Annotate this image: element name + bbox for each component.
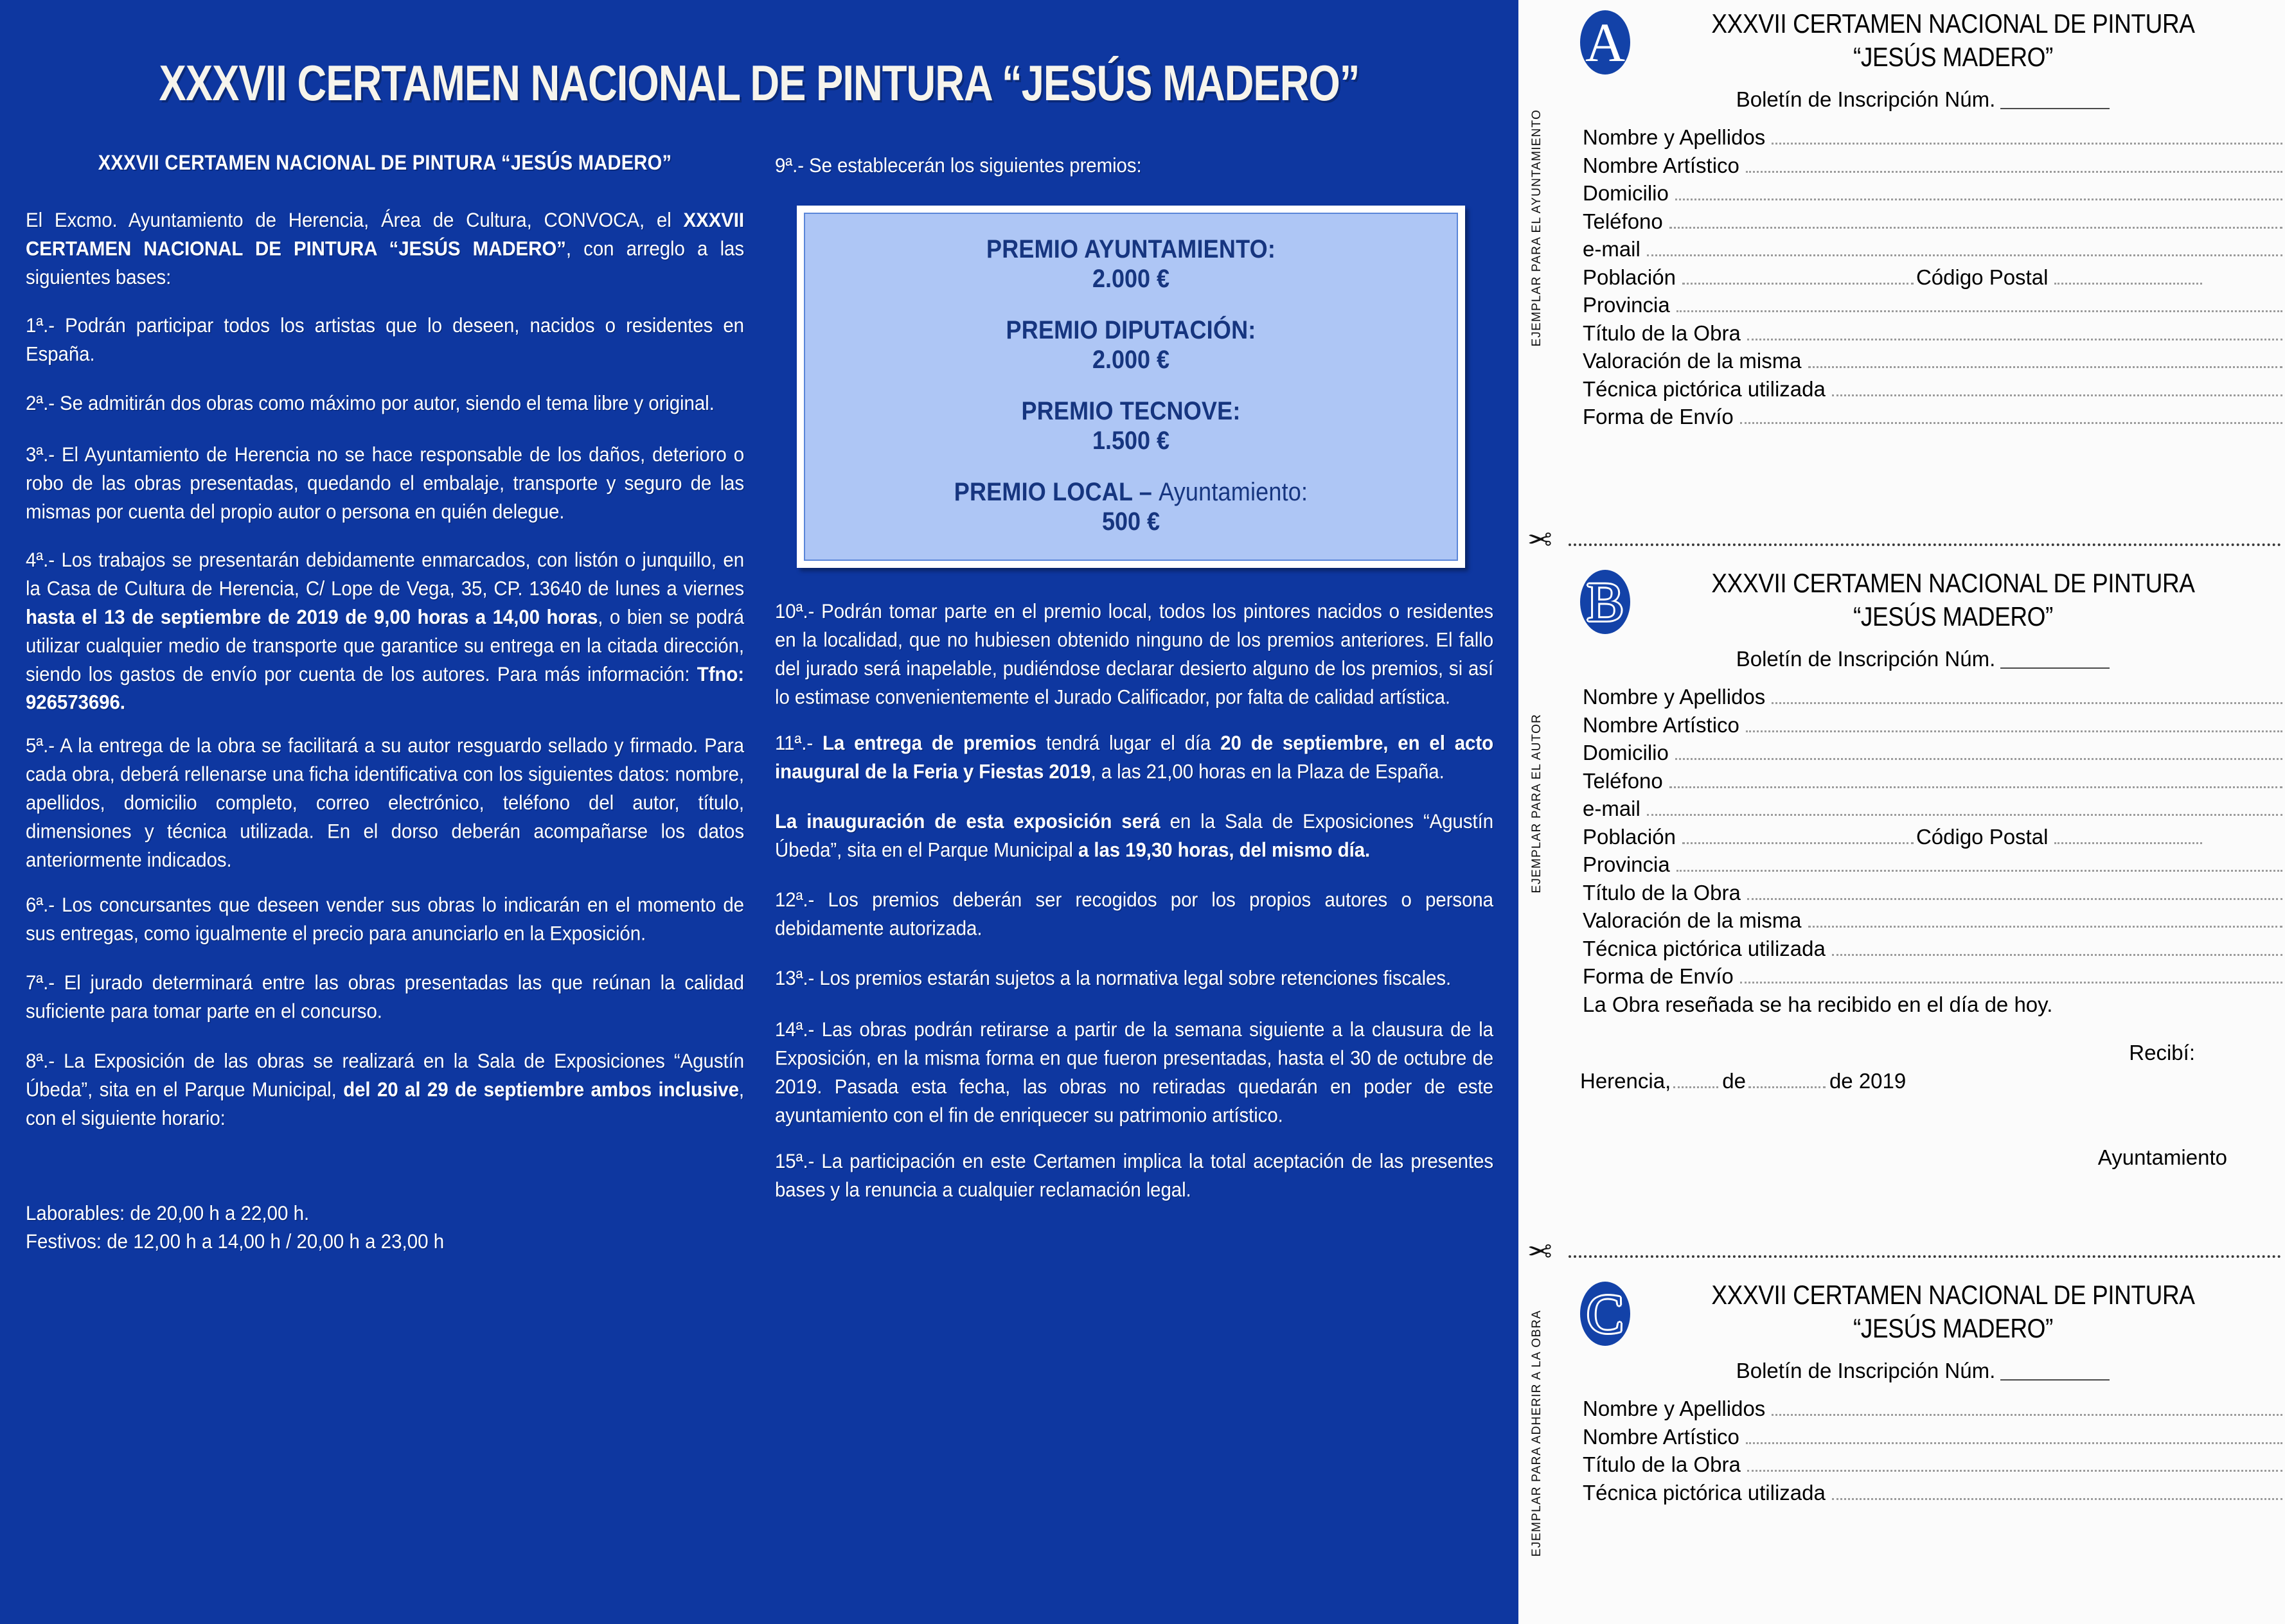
rule-11-d: 20 de septiembre, en el acto inaugural de la Feria y Fiestas 2019 [775,732,1494,783]
prize-name: PREMIO DIPUTACIÓN: [1006,315,1256,344]
field-provincia[interactable] [1583,851,2285,879]
field-input[interactable] [1676,870,2282,872]
field-label: e-mail [1583,237,1640,261]
coupon-a-badge-icon: A [1580,10,1630,75]
rule-8-b: del 20 al 29 de septiembre ambos inclusive [343,1078,739,1101]
field-forma-envio[interactable] [1583,962,2285,991]
boletin-label: Boletín de Inscripción Núm. [1736,1359,1996,1382]
coupon-title-line2: “JESÚS MADERO” [1853,1314,2053,1343]
prize-name-bold: PREMIO LOCAL – [954,477,1159,506]
coupon-a-title [1634,9,2285,72]
coupon-a-fields [1580,123,2285,431]
field-input-cp[interactable] [2054,842,2202,844]
date-month-input[interactable] [1748,1086,1826,1088]
field-label: Teléfono [1583,768,1663,793]
field-label: Nombre y Apellidos [1583,125,1766,149]
rule-3: 3ª.- El Ayuntamiento de Herencia no se hace responsable de los daños, deterioro o robo de las obras presentadas, quedando el embalaje, transporte y seguro de las mismas por cuenta del propio autor o persona en quién delegue. [26,443,744,524]
field-label: Población [1583,824,1676,849]
boletin-number-input[interactable] [2000,93,2110,109]
field-label: e-mail [1583,797,1640,821]
poster-subtitle: XXXVII CERTAMEN NACIONAL DE PINTURA “JESÚS MADERO” [98,152,672,175]
coupon-c-side-label: EJEMPLAR PARA ADHERIR A LA OBRA [1530,1310,1543,1557]
rule-4-a: 4ª.- Los trabajos se presentarán debidamente enmarcados, con listón o junquillo, en la Casa de Cultura de Herencia, C/ Lope de Vega, 35, CP. 13640 de lunes a viernes [26,549,744,600]
obra-recibida-text: La Obra reseñada se ha recibido en el día de hoy. [1583,993,2053,1017]
field-titulo-obra[interactable] [1583,319,2285,348]
rule-12: 12ª.- Los premios deberán ser recogidos por los propios autores o persona debidamente autorizada. [775,888,1493,940]
field-nombre-artistico[interactable] [1583,1423,2285,1451]
date-city: Herencia, [1580,1068,1671,1093]
recibi-label: Recibí: [2129,1040,2195,1064]
rule-4-b: hasta el 13 de septiembre de 2019 de 9,00 horas a 14,00 horas [26,605,598,628]
field-tecnica[interactable] [1583,935,2285,963]
field-email[interactable] [1583,235,2285,263]
rule-9-heading: 9ª.- Se establecerán los siguientes premios: [775,154,1142,177]
field-nombre-artistico[interactable] [1583,711,2285,739]
field-input[interactable] [1747,1470,2282,1472]
coupon-title-line1: XXXVII CERTAMEN NACIONAL DE PINTURA [1711,1280,2195,1310]
field-label: Domicilio [1583,741,1669,765]
coupon-title-line2: “JESÚS MADERO” [1853,602,2053,631]
rule-4 [26,546,744,717]
rule-2: 2ª.- Se admitirán dos obras como máximo por autor, siendo el tema libre y original. [26,392,715,415]
field-label: Técnica pictórica utilizada [1583,1480,1826,1505]
field-forma-envio[interactable] [1583,403,2285,431]
field-label: Título de la Obra [1583,880,1741,905]
field-provincia[interactable] [1583,291,2285,319]
cut-dashes [1569,543,2281,546]
field-input[interactable] [1676,310,2282,312]
date-de-2: de 2019 [1829,1068,1907,1093]
field-label: Forma de Envío [1583,964,1734,989]
cut-dashes [1569,1255,2281,1258]
rule-11-b: La entrega de premios [822,732,1037,755]
date-line[interactable] [1580,1069,2285,1094]
scissors-icon: ✂ [1527,1235,1552,1268]
exhibition-schedule [26,1199,744,1256]
coupon-c-boletin-row [1580,1359,2285,1383]
coupon-a-side-label: EJEMPLAR PARA EL AYUNTAMIENTO [1530,109,1543,347]
field-label: Domicilio [1583,181,1669,206]
field-input[interactable] [1746,730,2282,732]
field-input-poblacion[interactable] [1682,842,1914,844]
page-title: XXXVII CERTAMEN NACIONAL DE PINTURA “JESÚS MADERO” [159,55,1360,112]
rule-11-inauguration [775,808,1493,865]
coupon-c-header [1580,1271,2285,1346]
coupon-b-fields [1580,683,2285,1019]
field-label: Nombre Artístico [1583,153,1739,177]
field-label: Población [1583,265,1676,289]
rule-5: 5ª.- A la entrega de la obra se facilitará a su autor resguardo sellado y firmado. Para cada obra, deberá rellenarse una ficha identificativa con los siguientes datos: nombre, apellidos, domicilio completo, correo electrónico, teléfono del autor, título, dimensiones y técnica utilizada. En el dorso deberán acompañarse los datos anteriormente indicados. [26,734,744,871]
field-label: Título de la Obra [1583,1452,1741,1477]
coupon-b-side-label: EJEMPLAR PARA EL AUTOR [1530,714,1543,894]
field-telefono[interactable] [1583,207,2285,236]
intro-text-c: , con arreglo a las siguientes bases: [26,237,744,288]
rule-11 [775,729,1493,786]
field-valoracion[interactable] [1583,906,2285,935]
field-label: Nombre y Apellidos [1583,685,1766,709]
field-input[interactable] [1808,366,2282,368]
coupon-b [1518,560,2285,1229]
rule-8-a: 8ª.- La Exposición de las obras se realizará en la Sala de Exposiciones “Agustín Úbeda”, sita en el Parque Municipal, [26,1050,744,1101]
prize-name [818,477,1444,507]
intro-text-a: El Excmo. Ayuntamiento de Herencia, Área de Cultura, CONVOCA, el [26,209,684,232]
field-tecnica[interactable] [1583,1479,2285,1507]
rule-4-d: Tfno: 926573696. [26,662,744,714]
field-label-cp: Código Postal [1916,265,2049,289]
field-input[interactable] [1747,898,2282,900]
poster-column-right [775,152,1493,1255]
schedule-holidays: Festivos: de 12,00 h a 14,00 h / 20,00 h a 23,00 h [26,1230,445,1253]
ayuntamiento-signature-label: Ayuntamiento [2097,1145,2227,1169]
field-input-poblacion[interactable] [1682,283,1914,285]
schedule-weekdays: Laborables: de 20,00 h a 22,00 h. [26,1201,310,1224]
inauguration-a: La inauguración de esta exposición será [775,810,1160,833]
field-input[interactable] [1747,339,2282,340]
field-input[interactable] [1832,1498,2282,1500]
coupon-c [1518,1271,2285,1557]
field-label: Teléfono [1583,209,1663,233]
rule-8 [26,1047,744,1133]
field-label: Forma de Envío [1583,405,1734,429]
field-input[interactable] [1772,1414,2282,1416]
field-input[interactable] [1647,254,2282,256]
field-input[interactable] [1675,199,2282,200]
cut-line-1 [1518,523,2285,560]
field-input[interactable] [1746,171,2282,173]
field-label: Valoración de la misma [1583,349,1802,373]
field-label: Técnica pictórica utilizada [1583,936,1826,960]
prize-item-local [818,479,1444,535]
field-telefono[interactable] [1583,767,2285,795]
prize-item-tecnove [818,398,1444,454]
intro-paragraph [26,206,744,292]
field-input[interactable] [1675,758,2282,760]
field-label: Nombre y Apellidos [1583,1397,1766,1420]
prize-amount: 2.000 € [1092,263,1170,293]
coupon-b-title [1634,569,2285,629]
inauguration-c: a las 19,30 horas, del mismo día. [1078,838,1371,861]
field-nombre-apellidos[interactable] [1583,123,2285,152]
coupon-title-line1: XXXVII CERTAMEN NACIONAL DE PINTURA [1711,569,2195,598]
boletin-label: Boletín de Inscripción Núm. [1736,647,1996,671]
prize-name: PREMIO TECNOVE: [1021,396,1241,425]
field-valoracion[interactable] [1583,347,2285,375]
coupon-title-line2: “JESÚS MADERO” [1853,42,2053,72]
rule-4-c: , o bien se podrá utilizar cualquier medio de transporte que garantice su entrega en la citada dirección, siendo los gastos de envío por cuenta de los autores. Para más información: [26,605,744,685]
poster-columns [26,152,1493,1255]
rule-13: 13ª.- Los premios estarán sujetos a la normativa legal sobre retenciones fiscales. [775,966,1452,989]
field-input[interactable] [1669,786,2282,788]
registration-forms-panel [1518,0,2285,1624]
field-label: Título de la Obra [1583,321,1741,345]
prize-name-light: Ayuntamiento: [1159,477,1308,506]
prize-box [797,206,1465,568]
intro-text-b: XXXVII CERTAMEN NACIONAL DE PINTURA “JESÚS MADERO” [26,209,744,260]
field-label: Provincia [1583,852,1670,877]
field-label: Valoración de la misma [1583,908,1802,933]
field-input[interactable] [1647,814,2282,816]
date-day-input[interactable] [1673,1086,1718,1088]
field-titulo-obra[interactable] [1583,879,2285,907]
field-input[interactable] [1669,227,2282,229]
coupon-a-boletin-row [1580,87,2285,112]
coupon-a [1518,0,2285,517]
field-domicilio[interactable] [1583,739,2285,767]
cut-line-2 [1518,1235,2285,1271]
field-email[interactable] [1583,795,2285,823]
coupon-title-line1: XXXVII CERTAMEN NACIONAL DE PINTURA [1711,9,2195,39]
field-tecnica[interactable] [1583,375,2285,403]
coupon-c-fields [1580,1395,2285,1506]
field-nombre-apellidos[interactable] [1583,1395,2285,1423]
inauguration-b: en la Sala de Exposiciones “Agustín Úbeda”, sita en el Parque Municipal [775,810,1494,861]
rule-7: 7ª.- El jurado determinará entre las obras presentadas las que reúnan la calidad suficiente para tomar parte en el concurso. [26,971,744,1023]
field-domicilio[interactable] [1583,179,2285,207]
rule-11-e: , a las 21,00 horas en la Plaza de España. [1090,761,1445,783]
rule-8-c: , con el siguiente horario: [26,1078,745,1129]
rule-6: 6ª.- Los concursantes que deseen vender sus obras lo indicarán en el momento de sus entregas, como igualmente el precio para anunciarlo en la Exposición. [26,893,744,945]
field-input[interactable] [1772,143,2282,145]
rule-11-c: tendrá lugar el día [1036,732,1221,755]
rule-11-a: 11ª.- [775,732,822,755]
coupon-c-badge-icon: C [1580,1282,1630,1346]
boletin-label: Boletín de Inscripción Núm. [1736,87,1996,111]
date-de-1: de [1722,1068,1746,1093]
coupon-c-title [1634,1280,2285,1341]
field-input[interactable] [1832,954,2282,956]
prize-amount: 2.000 € [1092,344,1170,374]
field-input-cp[interactable] [2054,283,2202,285]
prize-name: PREMIO AYUNTAMIENTO: [986,234,1276,263]
poster-column-left [26,152,744,1255]
field-label: Técnica pictórica utilizada [1583,376,1826,401]
field-input[interactable] [1832,394,2282,396]
prize-item-ayuntamiento [818,236,1444,292]
field-label: Provincia [1583,293,1670,317]
coupon-b-badge-icon: B [1580,570,1630,634]
field-input[interactable] [1740,422,2282,424]
field-input[interactable] [1740,982,2282,984]
prize-amount: 500 € [1101,506,1160,536]
field-input[interactable] [1746,1442,2282,1444]
field-label: Nombre Artístico [1583,712,1739,737]
boletin-number-input[interactable] [2000,1364,2110,1381]
field-input[interactable] [1772,702,2282,704]
field-nombre-apellidos[interactable] [1583,683,2285,711]
coupon-b-boletin-row [1580,647,2285,671]
field-nombre-artistico[interactable] [1583,152,2285,180]
field-label: Nombre Artístico [1583,1424,1739,1449]
coupon-a-header [1580,0,2285,75]
coupon-b-header [1580,560,2285,634]
field-titulo-obra[interactable] [1583,1451,2285,1479]
prize-item-diputacion [818,317,1444,373]
field-label-cp: Código Postal [1916,824,2049,849]
rule-15: 15ª.- La participación en este Certamen implica la total aceptación de las presentes bases y la renuncia a cualquier reclamación legal. [775,1150,1493,1201]
rule-1: 1ª.- Podrán participar todos los artistas que lo deseen, nacidos o residentes en España. [26,313,744,366]
rule-10: 10ª.- Podrán tomar parte en el premio local, todos los pintores nacidos o residentes en la localidad, que no hubiesen obtenido ninguno de los premios anteriores. El fallo del jurado será inapelable, pudiéndose declarar desierto alguno de los premios, si así lo estimase convenientemente el Jurado Calificador, por falta de calidad artística. [775,600,1493,709]
prize-box-inner [804,213,1458,561]
rule-14: 14ª.- Las obras podrán retirarse a partir de la semana siguiente a la clausura de la Exposición, en la misma forma en que fueron presentadas, hasta el 30 de octubre de 2019. Pasada esta fecha, las obras no retiradas quedarán en poder de este ayuntamiento con el fin de enriquecer su patrimonio artístico. [775,1018,1493,1126]
boletin-number-input[interactable] [2000,652,2110,669]
field-poblacion-cp[interactable] [1583,823,2285,851]
scissors-icon: ✂ [1527,523,1552,556]
field-input[interactable] [1808,926,2282,928]
prize-amount: 1.500 € [1092,425,1170,455]
field-poblacion-cp[interactable] [1583,263,2285,292]
